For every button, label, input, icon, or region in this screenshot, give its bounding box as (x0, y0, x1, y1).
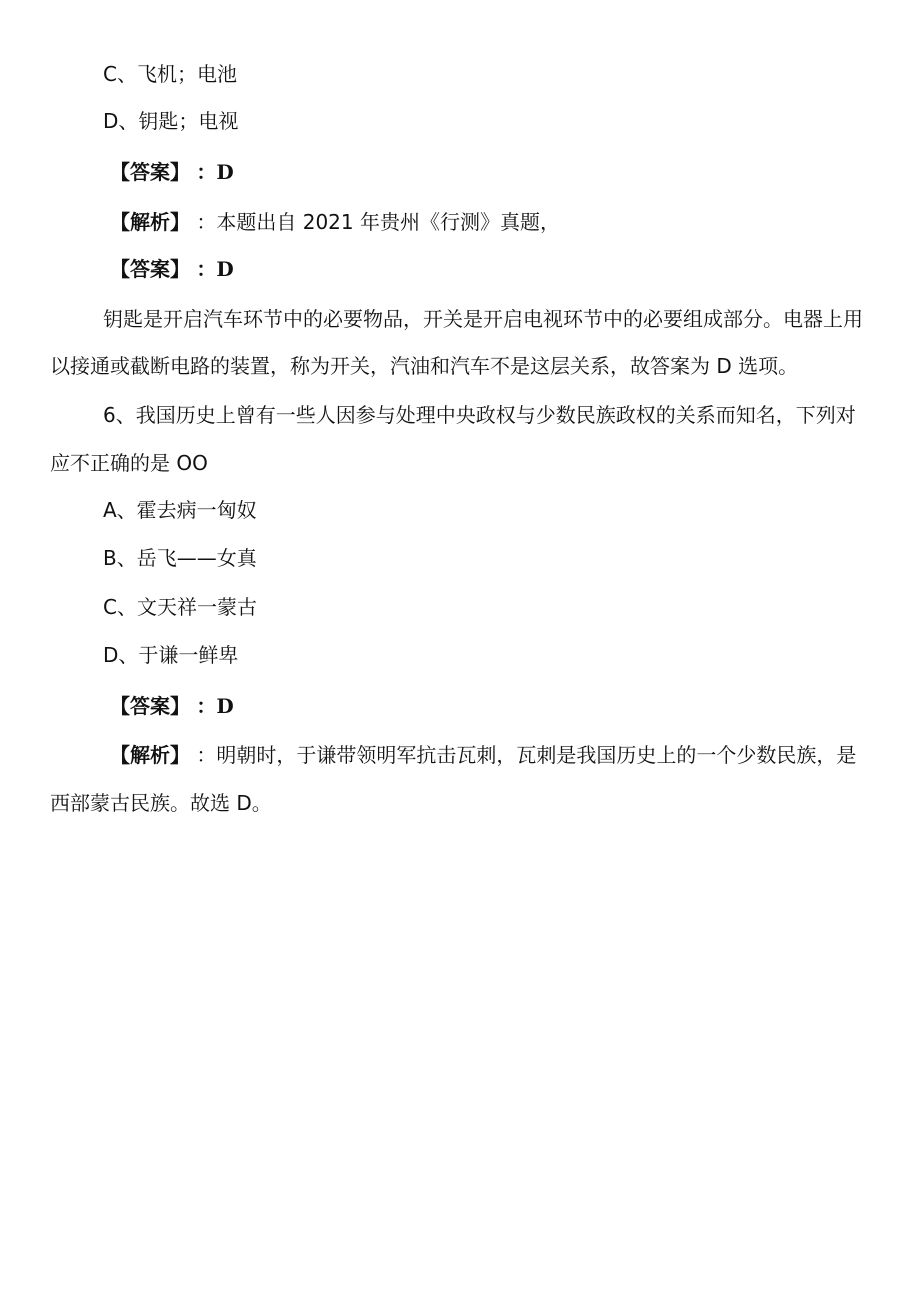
answer-value: ：D (196, 694, 234, 718)
answer-label: 【答案】 (110, 257, 190, 281)
analysis-line-q6-2: 西部蒙古民族。故选 D。 (50, 791, 272, 815)
answer-line-1 (110, 158, 234, 186)
answer-line-2 (110, 255, 234, 283)
option-b: B、岳飞——女真 (103, 546, 257, 570)
analysis-label: 【解析】 (110, 743, 190, 767)
question-6-stem-line-2: 应不正确的是 OO (50, 451, 208, 475)
analysis-text: ：本题出自 2021 年贵州《行测》真题， (196, 210, 560, 234)
analysis-line-q6-1 (110, 741, 856, 769)
answer-label: 【答案】 (110, 694, 190, 718)
answer-line-q6 (110, 692, 234, 720)
answer-label: 【答案】 (110, 160, 190, 184)
analysis-text: ：明朝时，于谦带领明军抗击瓦刺，瓦刺是我国历史上的一个少数民族，是 (196, 743, 857, 767)
option-d-prev: D、钥匙；电视 (103, 109, 239, 133)
answer-value: ：D (196, 160, 234, 184)
option-c-prev: C、飞机；电池 (103, 62, 237, 86)
question-6-stem-line-1: 6、我国历史上曾有一些人因参与处理中央政权与少数民族政权的关系而知名，下列对 (103, 403, 856, 427)
analysis-line-q5 (110, 208, 560, 236)
answer-value: ：D (196, 257, 234, 281)
option-d: D、于谦一鲜卑 (103, 643, 239, 667)
explanation-line-2: 以接通或截断电路的装置，称为开关，汽油和汽车不是这层关系，故答案为 D 选项。 (50, 354, 799, 378)
explanation-line-1: 钥匙是开启汽车环节中的必要物品，开关是开启电视环节中的必要组成部分。电器上用 (103, 307, 863, 331)
option-a: A、霍去病一匈奴 (103, 498, 257, 522)
analysis-label: 【解析】 (110, 210, 190, 234)
option-c: C、文天祥一蒙古 (103, 595, 257, 619)
